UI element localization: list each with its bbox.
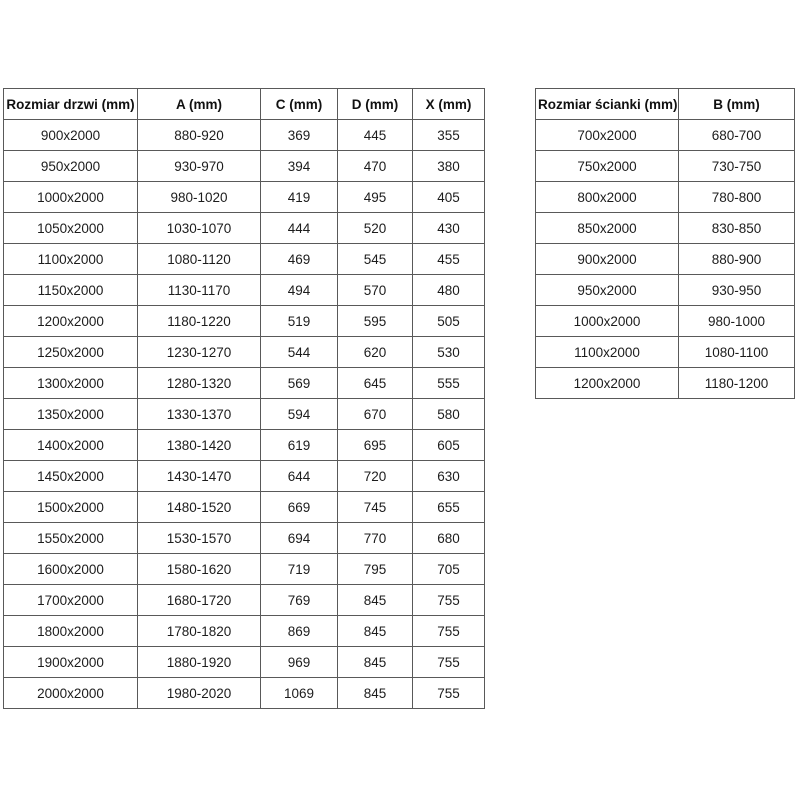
table-cell: 1780-1820 — [138, 616, 261, 647]
table-cell: 405 — [413, 182, 485, 213]
table-cell: 830-850 — [679, 213, 795, 244]
column-header: D (mm) — [338, 89, 413, 120]
column-header: A (mm) — [138, 89, 261, 120]
table-row — [4, 461, 485, 492]
table-row — [536, 120, 795, 151]
table-cell: 755 — [413, 647, 485, 678]
table-cell: 1480-1520 — [138, 492, 261, 523]
table-cell: 769 — [261, 585, 338, 616]
header-row — [536, 89, 795, 120]
column-header: B (mm) — [679, 89, 795, 120]
table-cell: 1000x2000 — [4, 182, 138, 213]
table-cell: 1330-1370 — [138, 399, 261, 430]
table-cell: 1430-1470 — [138, 461, 261, 492]
table-row — [536, 244, 795, 275]
table-cell: 545 — [338, 244, 413, 275]
table-cell: 1530-1570 — [138, 523, 261, 554]
table-cell: 495 — [338, 182, 413, 213]
table-cell: 1250x2000 — [4, 337, 138, 368]
table-cell: 845 — [338, 616, 413, 647]
table-cell: 569 — [261, 368, 338, 399]
table-row — [4, 399, 485, 430]
table-cell: 1880-1920 — [138, 647, 261, 678]
table-cell: 2000x2000 — [4, 678, 138, 709]
column-header: Rozmiar drzwi (mm) — [4, 89, 138, 120]
table-cell: 1080-1120 — [138, 244, 261, 275]
table-cell: 680-700 — [679, 120, 795, 151]
table-cell: 469 — [261, 244, 338, 275]
table-cell: 720 — [338, 461, 413, 492]
table-cell: 645 — [338, 368, 413, 399]
table-row — [4, 151, 485, 182]
table-cell: 1180-1200 — [679, 368, 795, 399]
table-cell: 480 — [413, 275, 485, 306]
table-cell: 470 — [338, 151, 413, 182]
table-cell: 1400x2000 — [4, 430, 138, 461]
table-cell: 880-900 — [679, 244, 795, 275]
table-cell: 700x2000 — [536, 120, 679, 151]
table-row — [536, 337, 795, 368]
table-cell: 745 — [338, 492, 413, 523]
table-cell: 544 — [261, 337, 338, 368]
table-row — [4, 368, 485, 399]
table-cell: 1100x2000 — [4, 244, 138, 275]
table-cell: 594 — [261, 399, 338, 430]
table-cell: 845 — [338, 585, 413, 616]
table-cell: 969 — [261, 647, 338, 678]
table-cell: 669 — [261, 492, 338, 523]
table-row — [4, 275, 485, 306]
table-cell: 1700x2000 — [4, 585, 138, 616]
table-cell: 1069 — [261, 678, 338, 709]
table-cell: 419 — [261, 182, 338, 213]
table-cell: 520 — [338, 213, 413, 244]
table-cell: 845 — [338, 678, 413, 709]
table-row — [4, 430, 485, 461]
table-row — [536, 306, 795, 337]
table-cell: 845 — [338, 647, 413, 678]
table-cell: 1500x2000 — [4, 492, 138, 523]
table-cell: 619 — [261, 430, 338, 461]
header-row — [4, 89, 485, 120]
table-row — [4, 523, 485, 554]
table-cell: 795 — [338, 554, 413, 585]
table-row — [4, 213, 485, 244]
table-cell: 705 — [413, 554, 485, 585]
table-cell: 1030-1070 — [138, 213, 261, 244]
table-cell: 620 — [338, 337, 413, 368]
table-cell: 770 — [338, 523, 413, 554]
table-row — [536, 275, 795, 306]
table-cell: 369 — [261, 120, 338, 151]
table-cell: 655 — [413, 492, 485, 523]
table-cell: 980-1000 — [679, 306, 795, 337]
table-row — [4, 182, 485, 213]
table-cell: 445 — [338, 120, 413, 151]
table-cell: 494 — [261, 275, 338, 306]
table-cell: 530 — [413, 337, 485, 368]
table-cell: 430 — [413, 213, 485, 244]
table-cell: 680 — [413, 523, 485, 554]
table-cell: 1080-1100 — [679, 337, 795, 368]
table-cell: 980-1020 — [138, 182, 261, 213]
table-cell: 1130-1170 — [138, 275, 261, 306]
table-cell: 950x2000 — [4, 151, 138, 182]
table-cell: 670 — [338, 399, 413, 430]
table-cell: 1150x2000 — [4, 275, 138, 306]
table-row — [536, 368, 795, 399]
table-row — [4, 554, 485, 585]
table-cell: 950x2000 — [536, 275, 679, 306]
table-cell: 1900x2000 — [4, 647, 138, 678]
table-cell: 900x2000 — [536, 244, 679, 275]
table-row — [4, 616, 485, 647]
table-cell: 555 — [413, 368, 485, 399]
table-cell: 1300x2000 — [4, 368, 138, 399]
table-cell: 695 — [338, 430, 413, 461]
table-row — [4, 306, 485, 337]
table-cell: 380 — [413, 151, 485, 182]
table-cell: 1450x2000 — [4, 461, 138, 492]
table-row — [4, 678, 485, 709]
table-cell: 930-970 — [138, 151, 261, 182]
table-cell: 755 — [413, 678, 485, 709]
table-cell: 730-750 — [679, 151, 795, 182]
table-cell: 355 — [413, 120, 485, 151]
table-cell: 644 — [261, 461, 338, 492]
table-cell: 694 — [261, 523, 338, 554]
table-row — [536, 151, 795, 182]
column-header: C (mm) — [261, 89, 338, 120]
table-cell: 869 — [261, 616, 338, 647]
table-cell: 1380-1420 — [138, 430, 261, 461]
table-cell: 1550x2000 — [4, 523, 138, 554]
table-cell: 755 — [413, 585, 485, 616]
door-sizes-table — [3, 88, 485, 709]
table-row — [536, 213, 795, 244]
table-row — [4, 120, 485, 151]
table-cell: 900x2000 — [4, 120, 138, 151]
table-cell: 1980-2020 — [138, 678, 261, 709]
table-cell: 1600x2000 — [4, 554, 138, 585]
table-row — [536, 182, 795, 213]
column-header: Rozmiar ścianki (mm) — [536, 89, 679, 120]
table-cell: 455 — [413, 244, 485, 275]
table-cell: 880-920 — [138, 120, 261, 151]
table-cell: 1100x2000 — [536, 337, 679, 368]
column-header: X (mm) — [413, 89, 485, 120]
table-cell: 930-950 — [679, 275, 795, 306]
table-cell: 444 — [261, 213, 338, 244]
table-cell: 1800x2000 — [4, 616, 138, 647]
table-cell: 570 — [338, 275, 413, 306]
table-row — [4, 244, 485, 275]
table-cell: 630 — [413, 461, 485, 492]
table-cell: 850x2000 — [536, 213, 679, 244]
wall-sizes-table — [535, 88, 795, 399]
table-cell: 505 — [413, 306, 485, 337]
table-cell: 1350x2000 — [4, 399, 138, 430]
table-cell: 1050x2000 — [4, 213, 138, 244]
table-cell: 519 — [261, 306, 338, 337]
table-cell: 1000x2000 — [536, 306, 679, 337]
table-cell: 719 — [261, 554, 338, 585]
table-cell: 1280-1320 — [138, 368, 261, 399]
table-cell: 394 — [261, 151, 338, 182]
table-cell: 1180-1220 — [138, 306, 261, 337]
table-cell: 800x2000 — [536, 182, 679, 213]
table-cell: 1200x2000 — [536, 368, 679, 399]
table-cell: 1680-1720 — [138, 585, 261, 616]
table-row — [4, 492, 485, 523]
table-cell: 755 — [413, 616, 485, 647]
table-row — [4, 647, 485, 678]
table-cell: 750x2000 — [536, 151, 679, 182]
table-cell: 1200x2000 — [4, 306, 138, 337]
table-cell: 1230-1270 — [138, 337, 261, 368]
table-cell: 605 — [413, 430, 485, 461]
table-row — [4, 585, 485, 616]
table-cell: 580 — [413, 399, 485, 430]
table-row — [4, 337, 485, 368]
table-cell: 1580-1620 — [138, 554, 261, 585]
table-cell: 595 — [338, 306, 413, 337]
table-cell: 780-800 — [679, 182, 795, 213]
